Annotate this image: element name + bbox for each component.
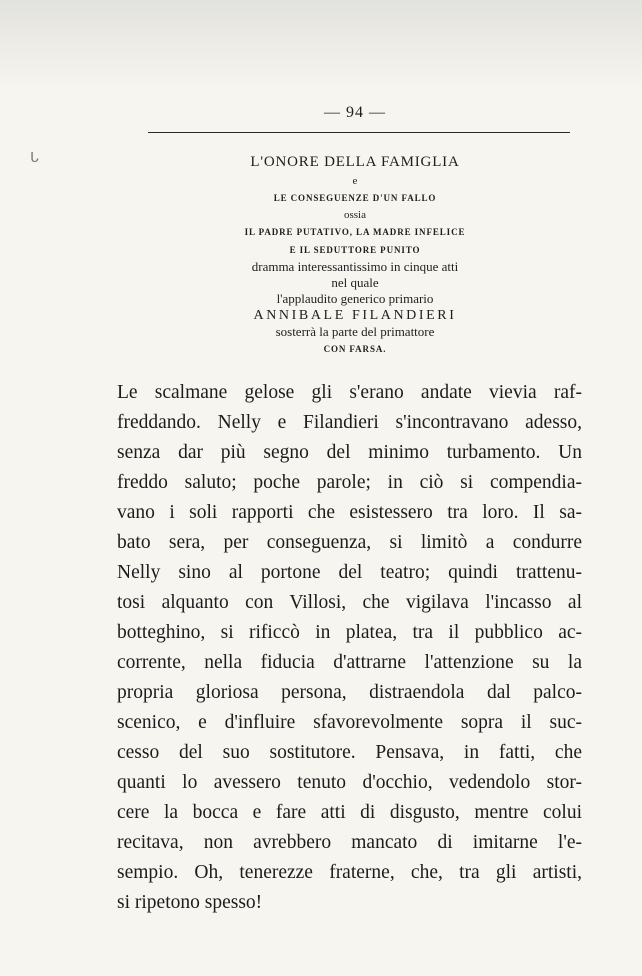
- playbill-announcement: [0, 151, 642, 358]
- header-rule: [148, 132, 570, 133]
- text-line: botteghino, si rificcò in platea, tra il pubblico ac-: [117, 622, 582, 643]
- text-line: freddando. Nelly e Filandieri s'incontravano adesso,: [117, 412, 582, 433]
- playbill-line: e: [352, 175, 358, 187]
- page-top-shadow: [0, 0, 642, 90]
- playbill-line: ossia: [344, 209, 366, 221]
- playbill-line: dramma interessantissimo in cinque atti: [251, 259, 459, 274]
- playbill-line: sosterrà la parte del primattore: [275, 324, 435, 339]
- text-line: vano i soli rapporti che esistessero tra loro. Il sa-: [117, 502, 582, 523]
- text-line: Nelly sino al portone del teatro; quindi trattenu-: [117, 562, 582, 583]
- playbill-subtitle: LE CONSEGUENZE D'UN FALLO: [273, 193, 437, 203]
- playbill-subtitle: IL PADRE PUTATIVO, LA MADRE INFELICE: [244, 227, 466, 237]
- text-line: tosi alquanto con Villosi, che vigilava l'incasso al: [117, 592, 582, 613]
- text-line: si ripetono spesso!: [117, 892, 263, 913]
- playbill-title: L'ONORE DELLA FAMIGLIA: [250, 154, 460, 170]
- text-line: cesso del suo sostitutore. Pensava, in fatti, che: [117, 742, 582, 763]
- text-line: Le scalmane gelose gli s'erano andate vievia raf-: [117, 382, 582, 403]
- playbill-actor-name: ANNIBALE FILANDIERI: [253, 308, 457, 323]
- text-line: bato sera, per conseguenza, si limitò a condurre: [117, 532, 582, 553]
- playbill-subtitle: E IL SEDUTTORE PUNITO: [289, 245, 421, 255]
- text-line: quanti lo avessero tenuto d'occhio, vedendolo stor-: [117, 772, 582, 793]
- text-line: senza dar più segno del minimo turbamento. Un: [117, 442, 582, 463]
- page-number: — 94 —: [324, 104, 386, 121]
- text-line: corrente, nella fiducia d'attrarne l'attenzione su la: [117, 652, 582, 673]
- text-line: freddo saluto; poche parole; in ciò si compendia-: [117, 472, 582, 493]
- body-paragraph: [117, 378, 582, 918]
- playbill-subtitle: CON FARSA.: [323, 344, 387, 354]
- text-line: propria gloriosa persona, distraendola dal palco-: [117, 682, 582, 703]
- text-line: recitava, non avrebbero mancato di imitarne l'e-: [117, 832, 582, 853]
- text-line: scenico, e d'influire sfavorevolmente sopra il suc-: [117, 712, 582, 733]
- text-line: cere la bocca e fare atti di disgusto, mentre colui: [117, 802, 582, 823]
- playbill-line: nel quale: [331, 275, 379, 290]
- text-line: sempio. Oh, tenerezze fraterne, che, tra gli artisti,: [117, 862, 582, 883]
- margin-mark: ᒐ: [30, 150, 39, 166]
- playbill-line: l'applaudito generico primario: [276, 291, 434, 306]
